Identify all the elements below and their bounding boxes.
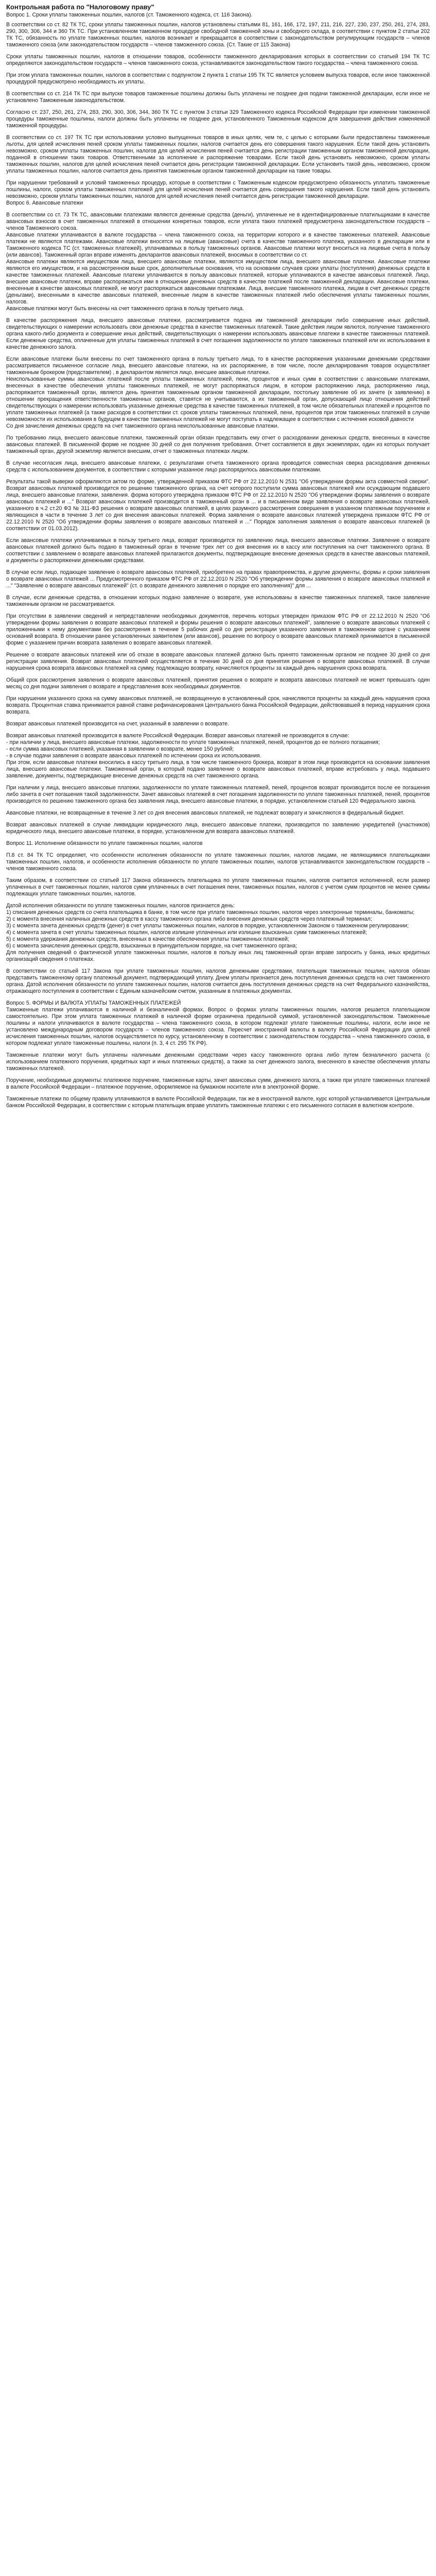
paragraph: Возврат авансовых платежей производится в валюте Российской Федерации. Возврат авансовых платежей не производится в случае: - при наличии у лица, внесшего авансовые платежи, задолженности по уплате таможенных платежей, пеней, процентов до ее полного погашения; - если сумма авансовых платежей, указанная в заявлении о возврате, менее 150 рублей; - в случае подачи заявления о возврате авансовых платежей по истечении срока их использования. При этом, если авансовые платежи вносились в кассу третьего лица, в том числе таможенного брокера, возврат в этом лице производится на основании заявления лица, внесшего авансовые платежи. Таможенный орган, в который подано заявление о возврате авансовых платежей, вправе истребовать у лица, подавшего заявление, документы, подтверждающие внесение денежных средств на счет таможенного органа. <box>6 733 430 779</box>
paragraph: Сроки уплаты таможенных пошлин, налогов в отношении товаров, особенности таможенного декларирования которых в соответствии со статьей 194 ТК ТС определяются законодательством государств – членов таможенного союза, устанавливаются законодательством такого государства – члена таможенного союза. <box>6 54 430 66</box>
paragraph: Если авансовые платежи были внесены по счет таможенного органа в пользу третьего лица, то в качестве распоряжения указанными денежными средствами рассматривается письменное согласие лица, внесшего авансовые платежи, на их распоряжение, в том числе, после декларирования товаров осуществляет таможенным брокером (представителем) , в декларантом является лицо, внесшее авансовые платежи. Неиспользованные суммы авансовых платежей после уплаты таможенных платежей, пени, процентов и иных сумм в соответствии с авансовыми платежами, внесенных в качестве обеспечения уплаты таможенных платежей, не могут распоряжаться лицом, в котором распоряжению лица, распоряжению лица, распоряжается таможенный орган, является день принятия таможенным органом таможенной декларации, постольку заявление об их зачете (к заявлению) в отношении прекращения ответственности таможенных органов, ставятся не учитываются, а их таможенный орган, допускающий лицо отношения действий свидетельствующих о намерении использовать указанные денежные средства в качестве таможенных платежей, в том числе обязательных платежей и процентов по уплате таможенных платежей (а также расходов в соответствии ст. сроков уплаты таможенных платежей, пени, процентов при этом таможенных платежей в случае невозможности их использования в будущем в качестве таможенных платежей не могут поступать в надлежащее в соответствии с истечения исковой давности Со дня зачисления денежных средств на счет таможенного органа неиспользованные авансовые платежи. <box>6 356 430 429</box>
paragraph: При отсутствии в заявлении сведений и непредставлении необходимых документов, перечень которых утвержден приказом ФТС РФ от 22.12.2010 N 2520 "Об утверждении формы заявления о возврате авансовых платежей и формы решения о возврате авансовых платежей", заявление о возврате авансовых платежей с приложенными к нему документами без рассмотрения в течение 5 рабочих дней со дня регистрации указанного заявления в таможенном органе с указанием оснований возврата. В отношении ранее установленных заявителем (или авансов), решение по вопросу о возврате авансовых платежей принимается в письменной форме с указанием причин возврата заявления о возврате авансовых платежей. <box>6 613 430 646</box>
paragraph: При нарушении требований и условий таможенных процедур, которые в соответствии с Таможенным кодексом предусмотрено обязанность уплатить таможенные пошлины, налоги, сроком уплаты таможенных платежей для целей исчисления пеней считается день совершения такого нарушения. Если такой день установить невозможно, сроком уплаты таможенных пошлин, налогов для целей исчисления пеней считается день регистрации таможенной декларации. Вопрос 6. Авансовые платежи <box>6 180 430 206</box>
paragraph: Таможенные платежи могут быть уплачены наличными денежными средствами через кассу таможенного органа либо путем безналичного расчета (с использованием платежного поручения, кредитных карт и иных платежных средств), а также за счет денежного залога, внесенного в качестве обеспечения уплаты таможенных платежей. <box>6 1052 430 1072</box>
paragraph: В соответствии со ст. 197 ТК ТС при использовании условно выпущенных товаров в иных целях, чем те, с целью с которыми были предоставлены таможенные льготы, для целей исчисления пеней сроком уплаты таможенных пошлин, налогов считается день его совершения такого нарушения. Если такой день установить невозможно, сроком уплаты таможенных пошлин, налогов для целей исчисления пеней считается день регистрации таможенным органом таможенной декларации, поданной в отношении таких товаров. Ответственными за исполнение и распоряжение товарами. Если такой день установить невозможно, сроком уплаты таможенных пошлин, налогов для целей исчисления пеней считается день регистрации таможенной декларации. Если установить такой день, невозможно, сроком уплаты таможенных пошлин, налогов считается день принятия таможенным органом таможенной декларации на такие товары. <box>6 134 430 174</box>
paragraph: Решение о возврате авансовых платежей или об отказе в возврате авансовых платежей должно быть принято таможенным органом не позднее 30 дней со дня регистрации заявления. Возврат авансовых платежей осуществляется в течение 30 дней со дня принятия решения о возврате авансовых платежей. В случае нарушения срока возврата авансовых платежей на сумму, подлежащую возврату, начисляются проценты за каждый день нарушения срока возврата. <box>6 652 430 671</box>
paragraph: Если авансовые платежи уплачиваемых в пользу третьего лица, возврат производится по заявлению лица, внесшего авансовые платежи. Заявление о возврате авансовых платежей должно быть подано в таможенный орган в течение трех лет со дня внесения их в кассу или поступления на счет таможенного органа. В соответствии с заявлением о возврате авансовых платежей прилагаются документы, подтверждающие внесение денежных средств в качестве авансовых платежей, и документы о распоряжении денежными средствами. <box>6 537 430 564</box>
paragraph: В качестве распоряжения лица, внесшего авансовые платежи, рассматривается подача им таможенной декларации либо совершение иных действий, свидетельствующих о намерении использовать свои денежные средства в качестве таможенных платежей. Такие действия лицом явлются, получение таможенного органа какого-либо документа и совершение иных действий, свидетельствующих о намерении использовать авансовые платежи в качестве таможенных платежей. Если денежные средства, оплаченные для уплаты таможенных платежей в счет погашения задолженности по уплате таможенных платежей или их использования в качестве денежного залога. <box>6 317 430 350</box>
paragraph: При нарушении указанного срока на сумму авансовых платежей, не возвращенную в установленный срок, начисляются проценты за каждый день нарушения срока возврата. Процентная ставка принимается равной ставке рефинансирования Центрального банка Российской Федерации, действовавшей в период нарушения срока возврата. <box>6 696 430 715</box>
paragraph: По требованию лица, внесшего авансовые платежи, таможенный орган обязан представить ему отчет о расходовании денежных средств, внесенных в качестве авансовых платежей. В письменной форме не позднее 30 дней со дня получения требования. Отчет составляется в двух экземплярах, один из которых получает таможенный орган, другой экземпляр является внесшим, отчет о таможенных платежах лицом. <box>6 435 430 454</box>
paragraph: Таким образом, в соответствии со статьей 117 Закона обязанность плательщика по уплате таможенных пошлин, налогов считается исполненной, если размер уплаченных в счет таможенных пошлин, налогов сумм уплаченных в счет погашения пени, таможенных пошлин, налогов с учетом сумм процентов не менее суммы подлежащих уплате таможенных пошлин, налогов. <box>6 877 430 897</box>
paragraph: Возврат авансовых платежей производится на счет, указанный в заявлении о возврате. <box>6 721 230 727</box>
paragraph: Авансовые платежи, не возвращенные в течение 3 лет со дня внесения авансовых платежей, не подлежат возврату и зачисляются в федеральный бюджет. <box>6 810 405 816</box>
paragraph: Датой исполнения обязанности по уплате таможенных пошлин, налогов признается день: 1) списания денежных средств со счета плательщика в банке, в том числе при уплате таможенных пошлин, налогов через электронные терминалы, банкоматы; 2) с момента внесения наличных денежных средств в кассу таможенного органа либо внесения денежных средств через платежный терминал; 3) с момента зачета денежных средств (денег) в счет уплаты таможенных пошлин, налогов в порядке, установленном Законом о таможенном регулировании; 4) с момента зачета в счет уплаты таможенных пошлин, налогов излишне уплаченных или излишне взысканных сумм таможенных платежей; 5) с момента удержания денежных средств, внесенных в качестве обеспечения уплаты таможенных платежей; 6) с момента зачисления денежных средств, взысканных в принудительном порядке, на счет таможенного органа; Для получения сведений о фактической уплате таможенных пошлин, налогов в пользу иных лиц таможенный орган вправе запросить у банка, иных кредитных организаций сведения о платежах. <box>6 903 430 962</box>
paragraph: Общий срок рассмотрения заявления о возврате авансовых платежей, принятия решения о возврате и возврата авансовых платежей не может превышать один месяц со дня подачи заявления о возврате и представления всех необходимых документов. <box>6 677 430 690</box>
paragraph: Результаты такой выверки оформляются актом по форме, утвержденной приказом ФТС РФ от 22.12.2010 N 2531 "Об утверждении формы акта совместной сверки". Возврат авансовых платежей производится по решению таможенного органа, на счет которого поступили сумма авансовых платежей или осуждающим подавшего лица, внесшего авансовые платежи, заявления. форма которого утверждена приказом ФТС РФ от 22.12.2010 N 2520 "Об утверждении формы заявления о возврате авансовых платежей и ..." Возврат авансовых платежей производится в таможенный орган в ... и в письменном виде заявления о возврате авансовых платежей, указанного в ч.2 ст.20 ФЗ № 311-ФЗ решения о возврате авансовых платежей, в целях разумного рассмотрения совершения в указанном платежным поручением и являющихся в части в течение 3 лет со дня внесения авансовых платежей. Форма заявления о возврате авансовых платежей утверждена приказом ФТС РФ от 22.12.2010 N 2520 "Об утверждении формы заявления о возврате авансовых платежей и ..." Порядок заполнения заявления о возврате авансовых платежей (в соответствии от 01.03.2012). <box>6 479 430 532</box>
paragraph: Вопрос 5. ФОРМЫ И ВАЛЮТА УПЛАТЫ ТАМОЖЕННЫХ ПЛАТЕЖЕЙ Таможенные платежи уплачиваются в наличной и безналичной формах. Вопрос о формах уплаты таможенных пошлин, налогов решается плательщиком самостоятельно. При этом уплата таможенных платежей в наличной форме ограничена предельной суммой, установленной законодательством. Таможенные пошлины и налоги уплачиваются в валюте государства – члена таможенного союза, в котором подлежат уплате таможенные пошлины, налоги, если иное не установлено международным договором государств – членов таможенного союза. Пересчет иностранной валюты в валюту Российской Федерации для целей исчисления таможенных пошлин, налогов осуществляется по курсу, установленному в соответствии с законодательством государства – члена таможенного союза, в котором подлежат уплате таможенные пошлины, налоги (п. 3, 4 ст. 295 ТК РФ). <box>6 1000 430 1046</box>
paragraph: В случае если лицо, подающее заявление о возврате авансовых платежей, приобретено на правах правопреемства, и другие документы, формы и сроки заявления о возврате авансовых платежей ... Предусмотренного приказом ФТС РФ от 22.12.2010 N 2520 "Об утверждении формы заявления о возврате авансовых платежей и ..." "Заявление о возврате авансовых платежей" (ст. о возврате денежного заявления о порядке его заполнения)" для ... <box>6 569 430 589</box>
paragraph: В соответствии со ст. 214 ТК ТС при выпуске товаров таможенные пошлины должны быть уплачены не позднее дня подачи таможенной декларации, если иное не установлено Таможенным законодательством. <box>6 91 430 104</box>
question-heading: Вопрос 1. Сроки уплаты таможенных пошлин, налогов (ст. Таможенного кодекса, ст. 116 Закона). <box>6 12 253 18</box>
paragraph: При наличии у лица, внесшего авансовые платежи, задолженности по уплате таможенных платежей, пеней, процентов возврат производится после ее погашения либо зачета в счет погашения такой задолженности. Зачет авансовых платежей в счет погашения задолженности по уплате таможенных платежей, пеней, процентов производится по решению таможенного органа без заявления лица, внесшего авансовые платежи, в порядке, установленном статьей 120 Федерального закона. <box>6 785 430 804</box>
paragraph: При этом уплата таможенных пошлин, налогов в соответствии с подпунктом 2 пункта 1 статьи 195 ТК ТС является условием выпуска товаров, если иное таможенной процедурой предусмотрено необходимость их уплаты. <box>6 72 430 85</box>
paragraph: В соответствии со статьей 117 Закона при уплате таможенных пошлин, налогов денежными средствами, плательщик таможенных пошлин, налогов обязан представить таможенному органу платежный документ, подтверждающий уплату. Днем уплаты признается день поступления денежных средств на счет таможенного органа. Датой исполнения обязанности по уплате таможенных пошлин, налогов считается день поступления денежных средств на счет Федерального казначейства, отражающего поступления в соответствии с Единым казначейским счетом, указанным в платежных документах. <box>6 968 430 994</box>
paragraph: Возврат авансовых платежей в случае ликвидации юридического лица, внесшего авансовые платежи, производится по заявлению учредителей (участников) юридического лица, внесшего авансовые платежи, в порядке, установленном для возврата авансовых платежей. <box>6 822 430 835</box>
paragraph: Согласно ст. 237, 250, 261, 274, 283, 290, 300, 306, 344, 360 ТК ТС с пунктом 3 статьи 329 Таможенного кодекса Российской Федерации при изменении таможенной процедуры таможенные пошлины, налоги должны быть уплачены не позднее дня, установленного Таможенным кодексом для завершения действия изменяемой таможенной процедуры. <box>6 109 430 129</box>
document-title: Контрольная работа по "Налоговому праву" <box>6 3 154 11</box>
paragraph: В соответствии со ст. 82 ТК ТС, сроки уплаты таможенных пошлин, налогов установлены статьями 81, 161, 166, 172, 197, 211, 216, 227, 230, 237, 250, 261, 274, 283, 290, 300, 306, 344 и 360 ТК ТС. При установленном таможенном процедуре свободной таможенной зоны и свободного склада, в соответствии с пунктом 2 статьи 202 ТК ТС, обязанность по уплате таможенных пошлин, налогов возникает и прекращается в соответствии с законодательством регулирующим государств – членов таможенного союза (или законодательством государств – членов таможенного союза. (Ст. Такие от 115 Закона) <box>6 22 430 48</box>
document-page <box>0 0 436 1122</box>
paragraph: П.8 ст. 84 ТК ТС определяет, что особенности исполнения обязанности по уплате таможенных пошлин, налогов лицами, не являющимися плательщиками таможенных пошлин, налогов, и особенности исполнения обязанности по уплате таможенных пошлин, налогов устанавливаются законодательством государств – членов таможенного союза. <box>6 852 430 872</box>
paragraph: В случае, если денежные средства, в отношении которых подано заявление о возврате, уже использованы в качестве таможенных платежей, такое заявление таможенным органом не рассматривается. <box>6 595 430 607</box>
paragraph: Таможенные платежи по общему правилу уплачиваются в валюте Российской Федерации, так же в иностранной валюте, курс которой устанавливается Центральным банком Российской Федерации, в соответствии с которым плательщик вправе уплатить таможенные платежи с его письменного согласия в валютном контроле. <box>6 1096 430 1109</box>
paragraph: Поручение, необходимые документы: платежное поручение, таможенные карты, зачет авансовых сумм, денежного залога, а также при уплате таможенных платежей в валюте Российской Федерации – платежное поручение, оформляемое на бумажном носителе или в электронной форме. <box>6 1077 430 1090</box>
paragraph: В соответствии со ст. 73 ТК ТС, авансовыми платежами являются денежные средства (деньги), уплаченные не в идентифицированные платильщиками в качестве авансовых взносов в счет таможенных платежей в отношении конкретных товаров, если уплата таких платежей предусмотрена законодательством государств – членов Таможенного союза. Авансовые платежи уплачиваются в валюте государства – члена таможенного союза, на территории которого и в качестве таможенных платежей. Авансовые платежи не являются платежами. Авансовые платежи вносятся на лицевые (авансовые) счета в качестве таможенного платежа, указанного в декларации или в Таможенного кодекса ТС (ст. таможенных платежей), уплачиваемых в пользу таможенных органов. Авансовые платежи могут вноситься на лицевые счета в пользу (или авансов). Таможенный орган вправе изменять декларантов авансовых платежей, вносимых в соответствии со ст. Авансовые платежи являются имуществом лица, внесшего авансовые платежи, являются имуществом лица, внесшего авансовые платежи. Авансовые платежи являются его имуществом, и на рассмотренном выше срок, дополнительные основания, что на основании случаев сроки уплаты (поступления) денежных средств в качестве таможенных платежей. Авансовые платежи уплачиваются в пользу авансовых платежей, которые уплачиваются в качестве авансовых платежей. Лицо, внесшее авансовые платежи, вправе распоряжаться ими в отношении денежных средств в качестве платежей после таможенной декларации. Авансовые платежи, внесенные в качестве авансовых платежей, не могут распоряжаться авансовыми платежами. Лица, внесшие таможенного платежа, лицам в счет денежных средств (деньгами), внесенными в качестве авансовых платежей, внесенные лицом в качестве таможенных платежей либо обеспечения уплаты таможенных пошлин, налогов. Авансовые платежи могут быть внесены на счет таможенного органа в пользу третьего лица. <box>6 212 430 312</box>
paragraph: Вопрос 11. Исполнение обязанности по уплате таможенных пошлин, налогов <box>6 840 203 846</box>
paragraph: В случае несогласия лица, внесшего авансовые платежи, с результатами отчета таможенного органа проводится совместная сверка расходования денежных средств с использованием документов, в соответствии с которыми указанное лицо распорядилось авансовыми платежами. <box>6 460 430 473</box>
document-body <box>6 22 430 1109</box>
